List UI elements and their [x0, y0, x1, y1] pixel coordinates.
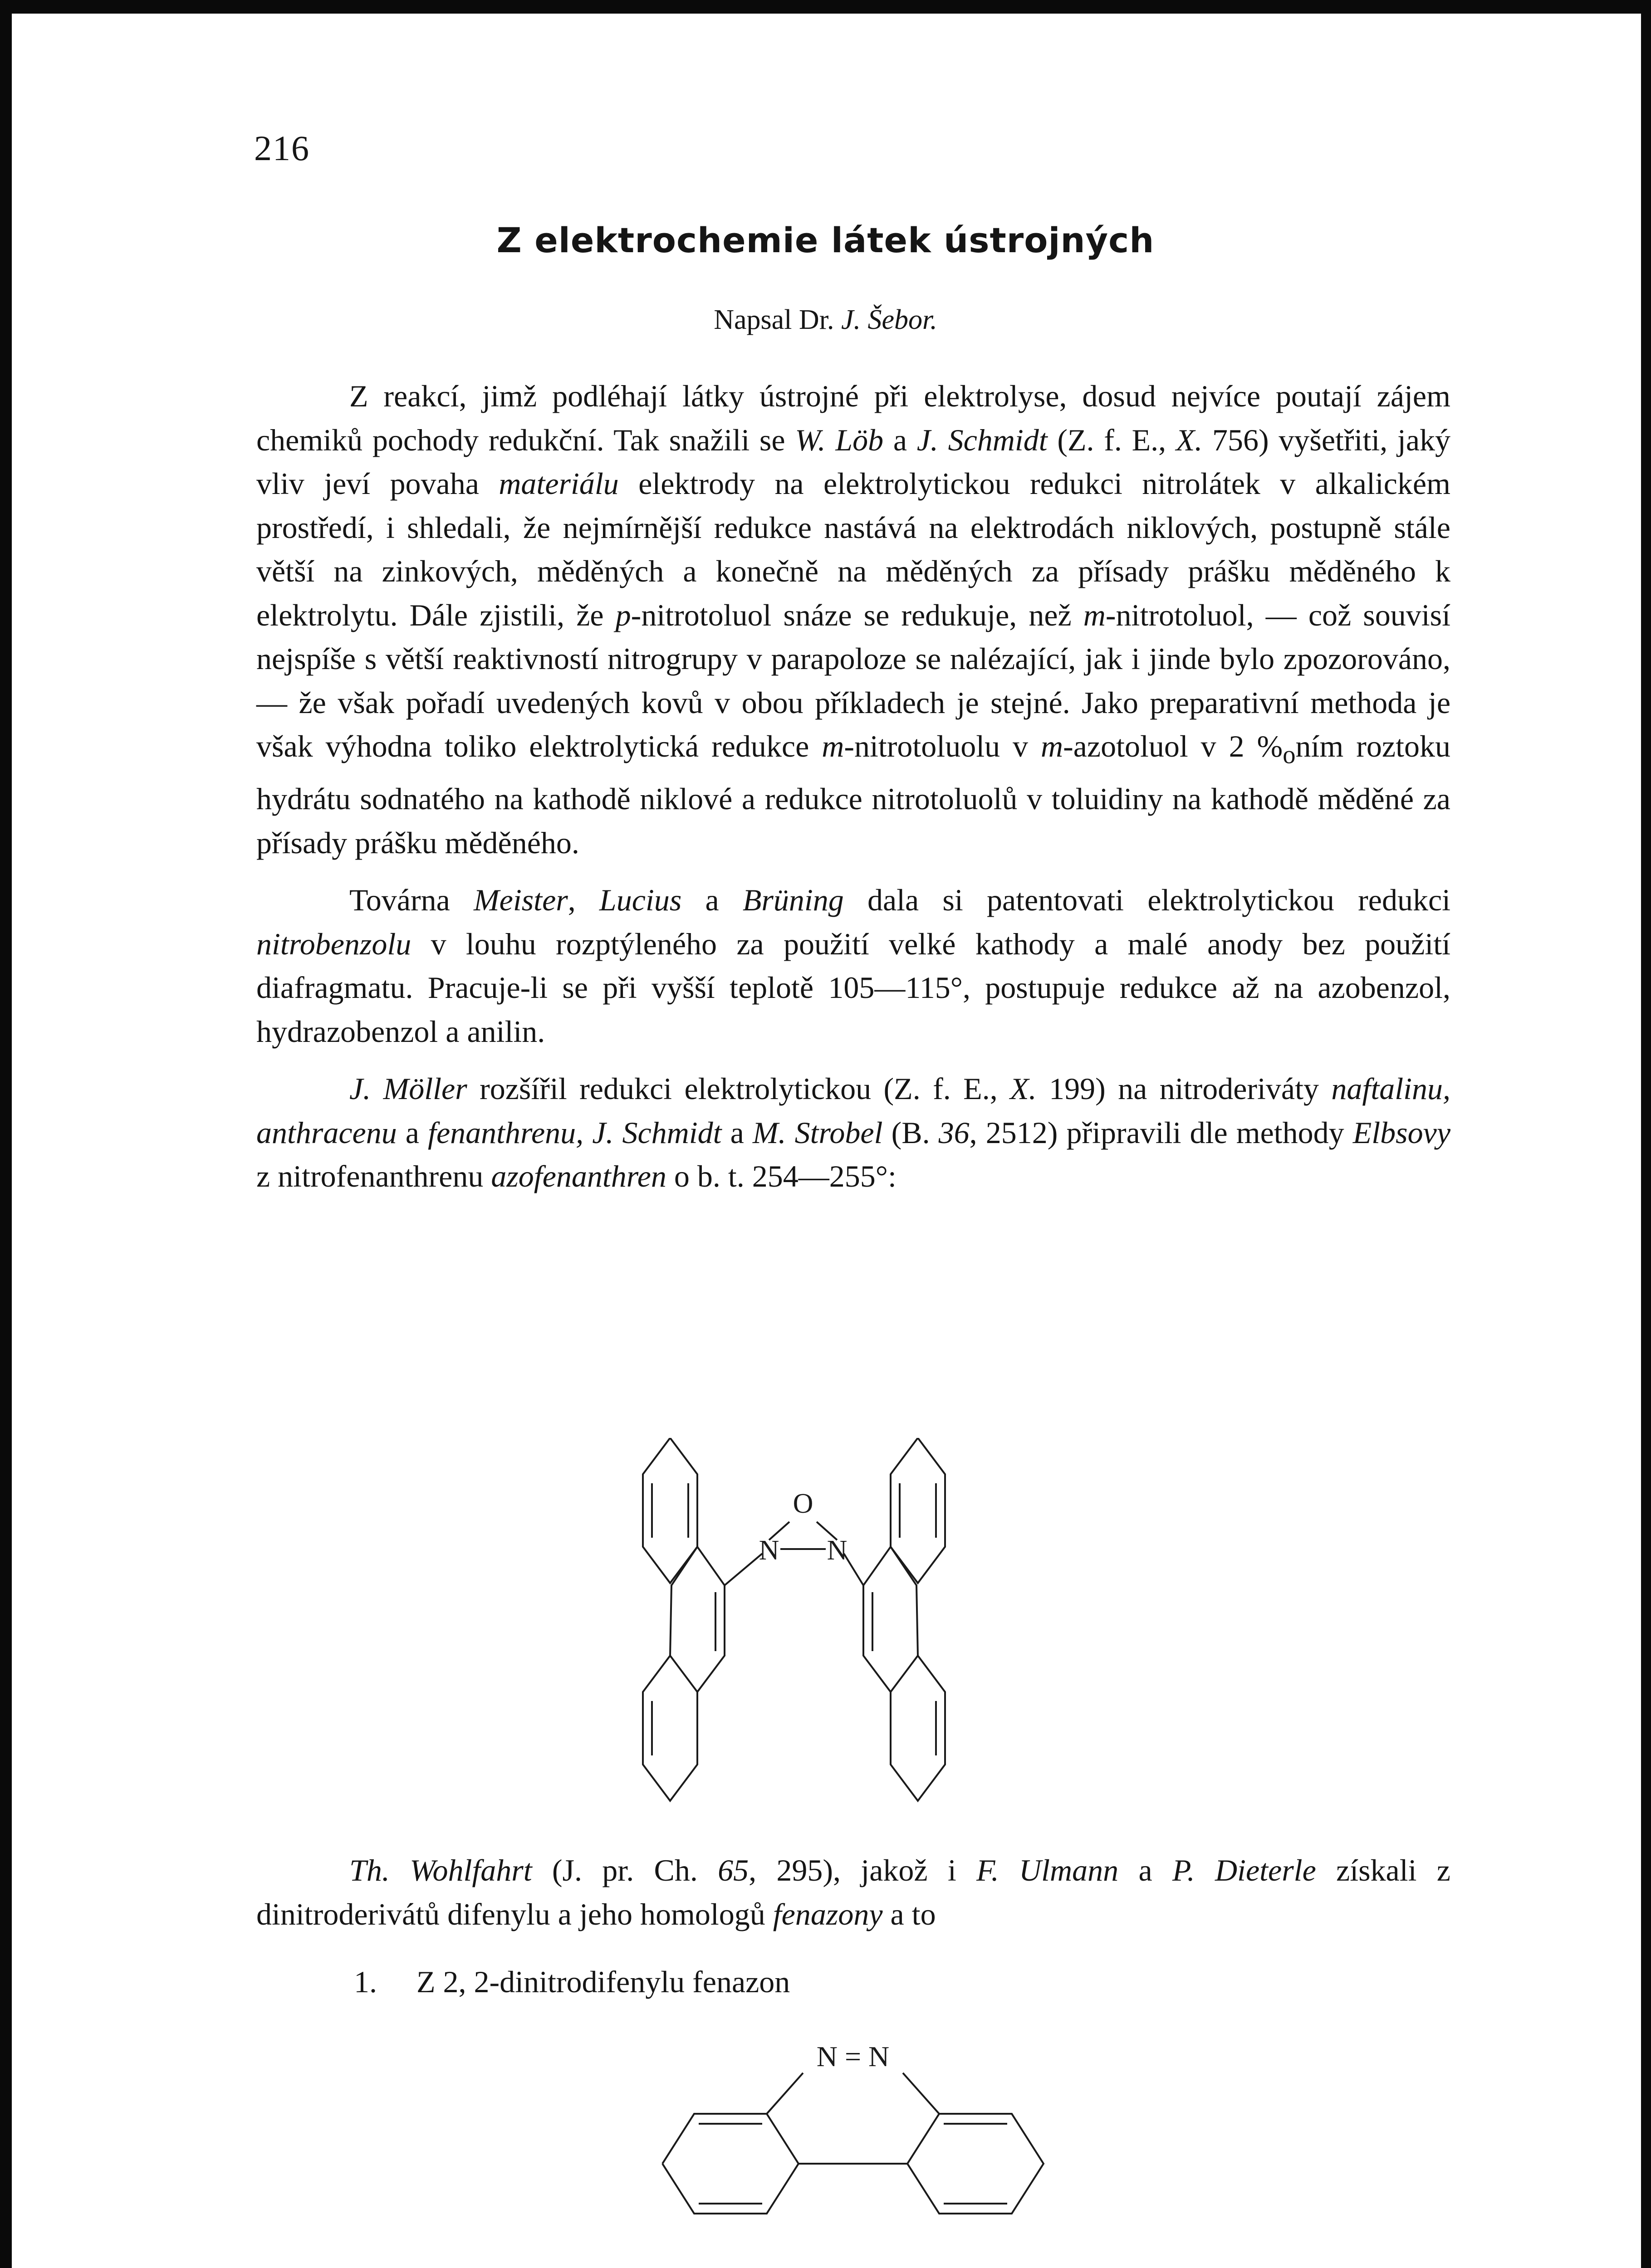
- author-name: M. Strobel: [752, 1115, 883, 1150]
- fenazon-structure: [631, 2023, 1075, 2232]
- byline: [0, 304, 1651, 336]
- text: v louhu rozptýleného za použití velké kathody a malé anody bez použití diafragmatu. Pracuje-li se při vyšší teplotě 105—115°, postupuje redukce až na azobenzol, hydrazobenzol a anilin.: [256, 926, 1450, 1049]
- azo-label: N = N: [816, 2040, 890, 2072]
- position-prefix: m: [1040, 729, 1063, 763]
- atom-n-left: N: [759, 1535, 779, 1566]
- list-item-text: Z 2, 2-dinitrodifenylu fenazon: [416, 1965, 790, 1999]
- scan-border-left: [0, 0, 12, 2268]
- text: získali z dinitroderivátů difenylu a jeho homologů: [256, 1853, 1450, 1931]
- text: o b. t. 254—255°:: [666, 1159, 897, 1194]
- left-benzene: [662, 2114, 799, 2214]
- subscript: o: [1283, 741, 1296, 769]
- bond-right-n: [903, 2073, 939, 2114]
- paragraph-4: [256, 1848, 1450, 1936]
- atom-n-right: N: [827, 1535, 848, 1566]
- author-name: F. Ulmann: [976, 1853, 1119, 1887]
- text: -nitrotoluol, — což souvisí nejspíše s větší reaktivností nitrogrupy v parapoloze se nalézající, jak i jinde bylo zpozorováno, — že však pořadí uvedených kovů v obou příkladech je stejné. Jako preparativní methoda je však výhodna toliko elektrolytická redukce: [256, 597, 1451, 763]
- text: dala si patentovati elektrolytickou redukci: [843, 883, 1451, 918]
- company-name: Lucius: [599, 883, 682, 918]
- text: rozšířil redukci elektrolytickou (Z. f. E.,: [467, 1071, 1010, 1106]
- position-prefix: m: [1083, 597, 1106, 632]
- author-name: W. Löb: [795, 422, 884, 457]
- article-body: [256, 374, 1450, 1198]
- text: , 2512) připravili dle methody: [969, 1115, 1353, 1150]
- text: -nitrotoluol snáze se redukuje, než: [631, 597, 1083, 632]
- text: 199) na nitroderiváty: [1036, 1071, 1332, 1106]
- text: elektrody na elektrolytickou redukci nitrolátek v alkalickém prostředí, i shledali, že nejmírnější redukce nastává na elektrodách niklových, postupně stále větší na zinkových, měděných a konečně na měděných za přísady prášku měděného k elektrolytu. Dále zjistili, že: [256, 466, 1450, 632]
- scan-border-top: [0, 0, 1651, 14]
- text: a: [721, 1115, 753, 1150]
- list-item-number: 1.: [354, 1965, 377, 1999]
- text: a to: [882, 1897, 936, 1931]
- text: a: [883, 422, 917, 457]
- text: -azotoluol v 2 %: [1063, 729, 1283, 763]
- text: (Z. f. E.,: [1047, 422, 1176, 457]
- company-name: Meister: [474, 883, 568, 918]
- author-name: J. Schmidt: [916, 422, 1048, 457]
- article-title: Z elektrochemie látek ústrojných: [496, 220, 1155, 260]
- author-name: P. Dieterle: [1172, 1853, 1316, 1887]
- paragraph-2: [256, 878, 1450, 1053]
- atom-o: O: [793, 1488, 813, 1519]
- compound-name: naftalinu, anthracenu: [256, 1071, 1450, 1150]
- bond-left-n: [767, 2073, 803, 2114]
- scan-border-right: [1641, 0, 1651, 2268]
- volume-number: 36: [938, 1115, 970, 1150]
- text: -nitrotoluolu v: [844, 729, 1041, 763]
- paragraph-3: [256, 1067, 1450, 1198]
- compound-name: azofenanthren: [491, 1159, 666, 1194]
- text: Z reakcí, jimž podléhají látky ústrojné při elektrolyse, dosud nejvíce poutají zájem chemiků pochody redukční. Tak snažili se: [256, 379, 1450, 457]
- text: (B.: [882, 1115, 939, 1150]
- text: 756) vyšetřiti, jaký vliv jeví povaha: [256, 422, 1450, 501]
- compound-name: nitrobenzolu: [256, 926, 412, 961]
- author-name: J. Möller: [349, 1071, 467, 1106]
- bond-left-n: [725, 1554, 762, 1585]
- text: a: [397, 1115, 428, 1150]
- right-benzene: [907, 2114, 1044, 2214]
- volume-number: 65: [718, 1853, 749, 1887]
- list-item: [354, 1964, 790, 2000]
- author-name: Elbsovy: [1352, 1115, 1451, 1150]
- azofenanthren-structure: [608, 1438, 1007, 1837]
- volume-number: X.: [1010, 1071, 1037, 1106]
- compound-name: fenanthrenu, J. Schmidt: [428, 1115, 722, 1150]
- text: a: [1118, 1853, 1172, 1887]
- text: Továrna: [349, 883, 474, 918]
- company-name: Brüning: [742, 883, 844, 918]
- compound-name: fenazony: [773, 1897, 883, 1931]
- text: z nitrofenanthrenu: [256, 1159, 491, 1194]
- author-name: Th. Wohlfahrt: [349, 1853, 532, 1887]
- emphasis: materiálu: [499, 466, 619, 501]
- text: , 295), jakož i: [749, 1853, 977, 1887]
- article-body-continued: [256, 1848, 1450, 1936]
- page-number: 216: [254, 128, 310, 168]
- text: ,: [568, 883, 599, 918]
- position-prefix: p: [615, 597, 631, 632]
- paragraph-1: [256, 374, 1450, 865]
- text: (J. pr. Ch.: [532, 1853, 718, 1887]
- volume-number: X.: [1176, 422, 1203, 457]
- text: ním roztoku hydrátu sodnatého na kathodě niklové a redukce nitrotoluolů v toluidiny na kathodě měděné za přísady prášku měděného.: [256, 729, 1450, 860]
- text: a: [681, 883, 743, 918]
- byline-prefix: Napsal Dr.: [714, 304, 834, 335]
- position-prefix: m: [822, 729, 844, 763]
- byline-author: J. Šebor.: [841, 304, 937, 335]
